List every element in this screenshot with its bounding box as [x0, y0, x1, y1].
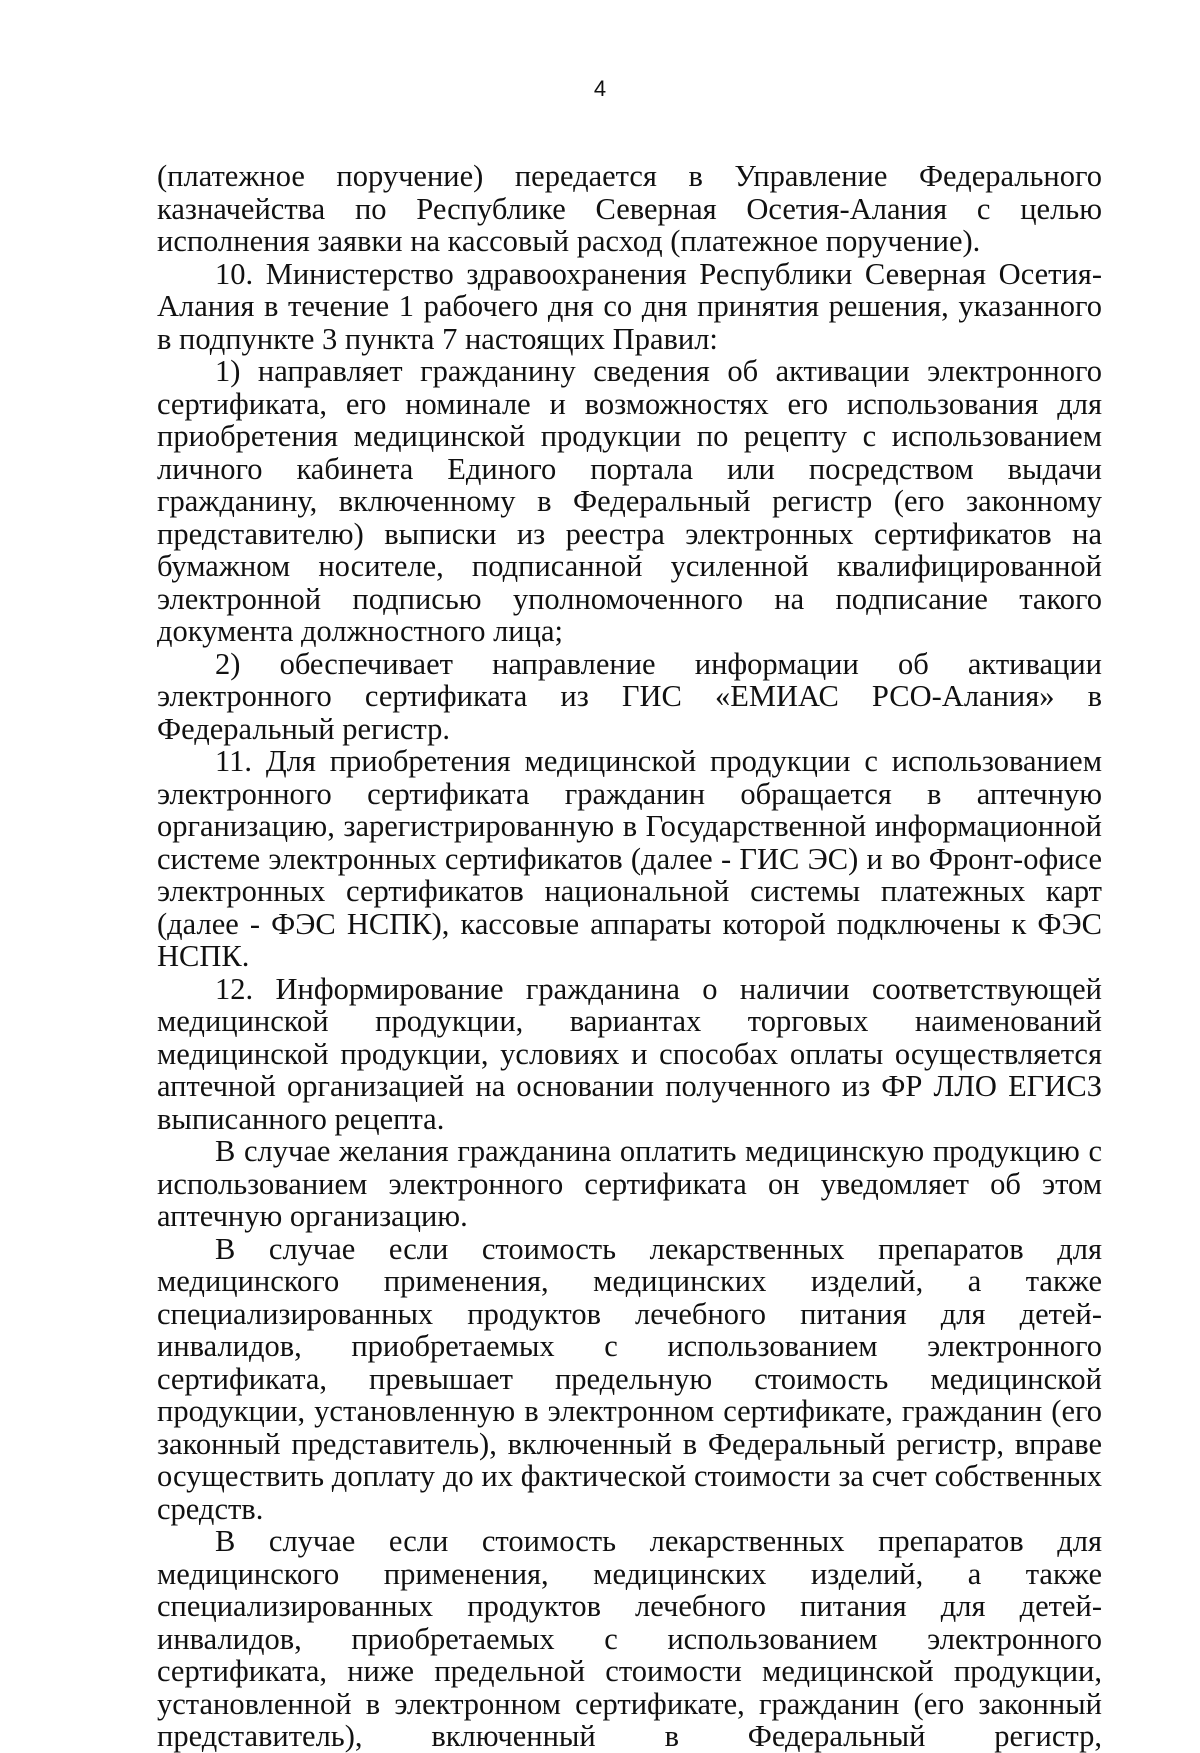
paragraph-12-below: В случае если стоимость лекарственных препаратов для медицинского применения, медицинских изделий, а также специализированных продуктов лечебного питания для детей-инвалидов, приобретаемых с использованием электронного сертификата, ниже предельной стоимости медицинской продукции, установленной в электронном сертификате, гражданин (его законный представитель), включенный в Федеральный регистр,	[157, 1524, 1102, 1753]
page-number: 4	[593, 76, 607, 101]
paragraph-10-item-2: 2) обеспечивает направление информации об активации электронного сертификата из ГИС «ЕМИАС РСО-Алания» в Федеральный регистр.	[157, 646, 1102, 746]
paragraph-12-exceeds: В случае если стоимость лекарственных препаратов для медицинского применения, медицинских изделий, а также специализированных продуктов лечебного питания для детей-инвалидов, приобретаемых с использованием электронного сертификата, превышает предельную стоимость медицинской продукции, установленную в электронном сертификате, гражданин (его законный представитель), включенный в Федеральный регистр, вправе осуществить доплату до их фактической стоимости за счет собственных средств.	[157, 1231, 1102, 1526]
paragraph-11: 11. Для приобретения медицинской продукции с использованием электронного сертификата гражданин обращается в аптечную организацию, зарегистрированную в Государственной информационной системе электронных сертификатов (далее - ГИС ЭС) и во Фронт-офисе электронных сертификатов национальной системы платежных карт (далее - ФЭС НСПК), кассовые аппараты которой подключены к ФЭС НСПК.	[157, 744, 1102, 973]
paragraph-payment-order: (платежное поручение) передается в Управление Федерального казначейства по Республике Северная Осетия-Алания с целью исполнения заявки на кассовый расход (платежное поручение).	[157, 159, 1102, 258]
paragraph-10: 10. Министерство здравоохранения Республики Северная Осетия-Алания в течение 1 рабочего дня со дня принятия решения, указанного в подпункте 3 пункта 7 настоящих Правил:	[157, 256, 1102, 356]
paragraph-12-notify: В случае желания гражданина оплатить медицинскую продукцию с использованием электронного сертификата он уведомляет об этом аптечную организацию.	[157, 1134, 1102, 1233]
document-body	[157, 160, 1102, 1753]
paragraph-12: 12. Информирование гражданина о наличии соответствующей медицинской продукции, вариантах торговых наименований медицинской продукции, условиях и способах оплаты осуществляется аптечной организацией на основании полученного из ФР ЛЛО ЕГИСЗ выписанного рецепта.	[157, 971, 1102, 1136]
paragraph-10-item-1: 1) направляет гражданину сведения об активации электронного сертификата, его номинале и возможностях его использования для приобретения медицинской продукции по рецепту с использованием личного кабинета Единого портала или посредством выдачи гражданину, включенному в Федеральный регистр (его законному представителю) выписки из реестра электронных сертификатов на бумажном носителе, подписанной усиленной квалифицированной электронной подписью уполномоченного на подписание такого документа должностного лица;	[157, 354, 1102, 648]
